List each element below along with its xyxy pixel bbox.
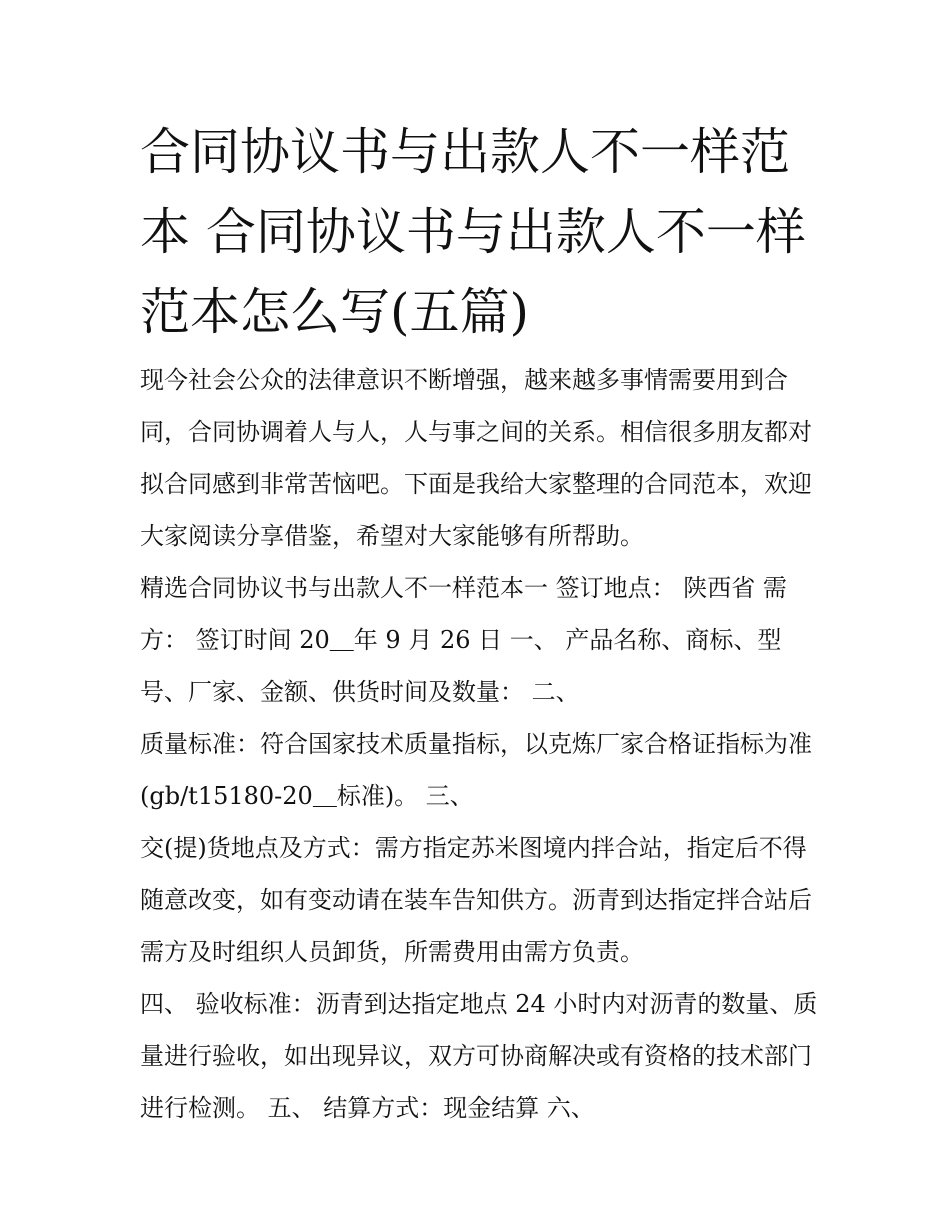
document-body [140, 354, 825, 1134]
paragraph-quality-standard: 质量标准：符合国家技术质量指标，以克炼厂家合格证指标为准(gb/t15180-20＿标准)。 三、 [140, 730, 812, 810]
paragraph-intro: 现今社会公众的法律意识不断增强，越来越多事情需要用到合同，合同协调着人与人，人与事之间的关系。相信很多朋友都对拟合同感到非常苦恼吧。下面是我给大家整理的合同范本，欢迎大家阅读分享借鉴，希望对大家能够有所帮助。 [140, 366, 812, 550]
paragraph-contract-header: 精选合同协议书与出款人不一样范本一 签订地点： 陕西省 需方： 签订时间 20＿年 9 月 26 日 一、 产品名称、商标、型号、厂家、金额、供货时间及数量： 二、 [140, 574, 787, 706]
paragraph-delivery: 交(提)货地点及方式：需方指定苏米图境内拌合站，指定后不得随意改变，如有变动请在装车告知供方。沥青到达指定拌合站后需方及时组织人员卸货，所需费用由需方负责。 [140, 834, 812, 966]
paragraph-acceptance: 四、 验收标准：沥青到达指定地点 24 小时内对沥青的数量、质量进行验收，如出现异议，双方可协商解决或有资格的技术部门进行检测。 五、 结算方式：现金结算 六、 [140, 990, 818, 1122]
document-title: 合同协议书与出款人不一样范本 合同协议书与出款人不一样范本怎么写(五篇) [140, 123, 806, 341]
